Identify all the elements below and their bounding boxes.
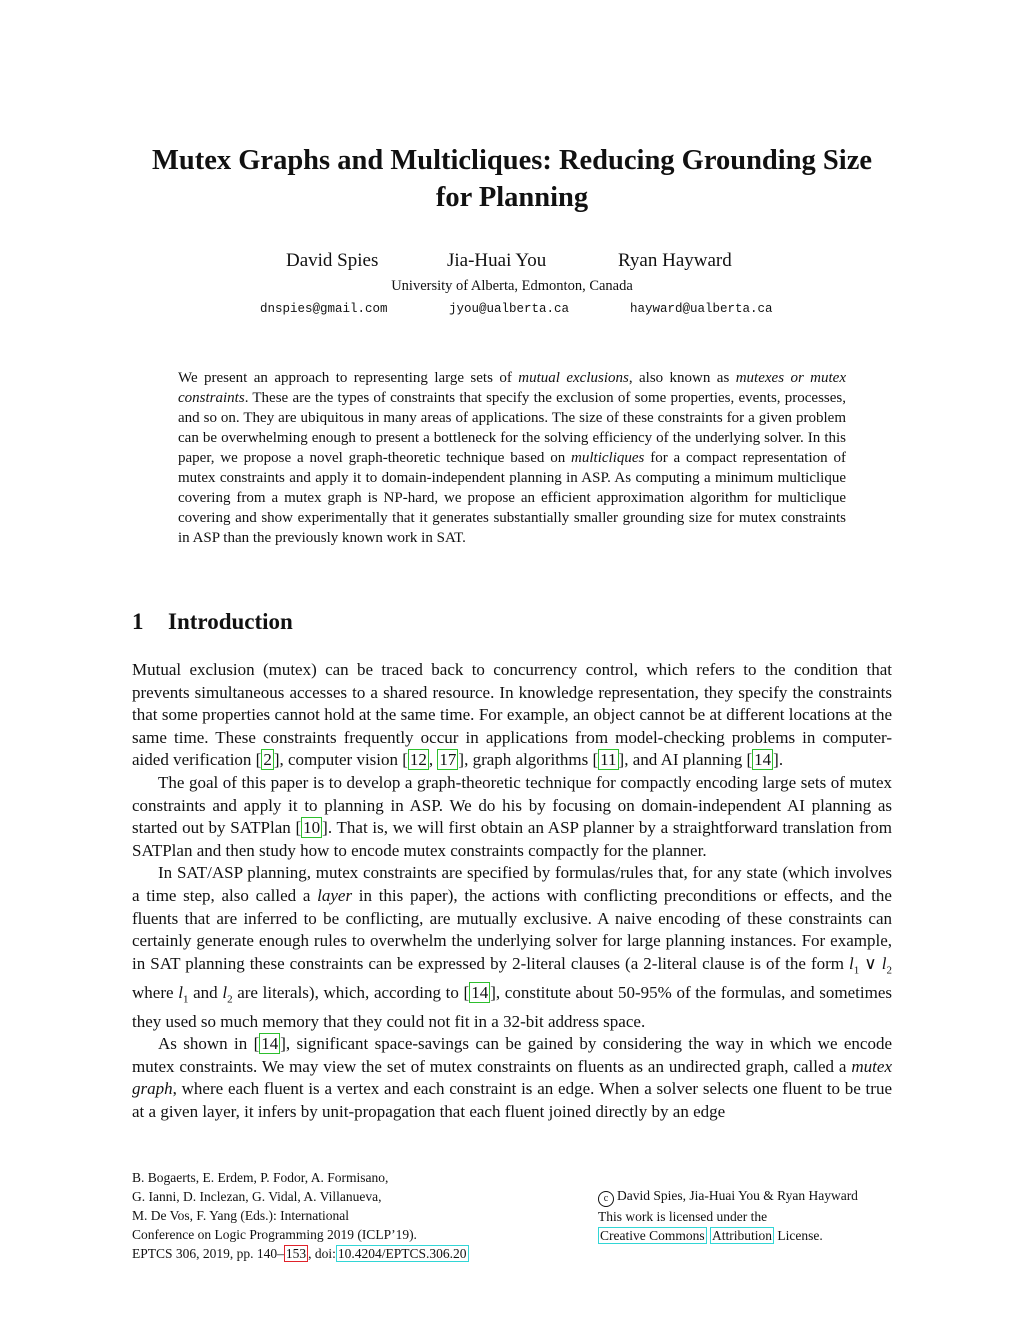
last-page-link[interactable]: 153 — [285, 1246, 307, 1261]
body-text: are literals), which, according to [ — [232, 982, 470, 1002]
editors-line: G. Ianni, D. Inclezan, G. Vidal, A. Villanueva, — [132, 1189, 382, 1204]
attribution-link[interactable]: Attribution — [712, 1228, 772, 1243]
eptcs-text: EPTCS 306, 2019, pp. 140– — [132, 1246, 284, 1261]
body-text: Mutual exclusion (mutex) can be traced back to concurrency control, which refers to the condition that prevents simultaneous accesses to a shared resource. In knowledge representation, they specify the constraints that some properties cannot hold at the same time. For example, an object cannot be at different locations at the same time. These constraints frequently occur in applications from model-checking problems in computer-aided verification [ — [132, 660, 892, 770]
citation-link[interactable]: 17 — [439, 750, 457, 770]
body-text: ]. — [773, 750, 784, 770]
body-paragraph — [132, 659, 892, 772]
body-text: ], graph algorithms [ — [458, 750, 599, 770]
copyright-footer — [598, 1186, 918, 1245]
section-number: 1 — [132, 609, 144, 634]
math-subscript: 1 — [182, 993, 189, 1006]
body-emphasis: layer — [317, 885, 353, 905]
creative-commons-link[interactable]: Creative Commons — [600, 1228, 705, 1243]
abstract-text: . These are the types of constraints that specify the exclusion of some properties, events, processes, and so on. They are ubiquitous in many areas of applications. The size of these constraints for a given problem can be overwhelming enough to present a bottleneck for the solving efficiency of the underlying solver. In this paper, we propose a novel graph-theoretic technique based on — [178, 390, 846, 466]
affiliation: University of Alberta, Edmonton, Canada — [391, 278, 633, 294]
body-paragraph — [132, 862, 892, 1033]
author-list — [0, 250, 1024, 276]
math-subscript: 2 — [886, 964, 892, 977]
abstract-emphasis: mutual exclusions — [518, 370, 629, 386]
math-literal: l — [178, 982, 183, 1002]
body-text: ], computer vision [ — [273, 750, 408, 770]
abstract-text: , also known as — [628, 370, 736, 386]
author-email: hayward@ualberta.ca — [630, 302, 773, 316]
introduction-body — [132, 659, 892, 1124]
license-link-line — [598, 1226, 918, 1245]
editors-line: Conference on Logic Programming 2019 (ICLP’19). — [132, 1227, 417, 1242]
body-paragraph — [132, 1033, 892, 1123]
body-text: ]. That is, we will first obtain an ASP planner by a straightforward translation from SATPlan and then study how to encode mutex constraints compactly for the planner. — [132, 818, 892, 860]
eptcs-line — [132, 1244, 552, 1263]
abstract-paragraph — [178, 368, 846, 548]
eptcs-text: , doi: — [308, 1246, 336, 1261]
citation-link[interactable]: 14 — [261, 1034, 279, 1054]
copyright-line — [598, 1186, 918, 1207]
math-operator: ∨ — [859, 953, 882, 973]
license-line: This work is licensed under the — [598, 1209, 768, 1224]
section-heading-introduction — [132, 609, 293, 635]
abstract — [178, 368, 846, 548]
doi-link[interactable]: 10.4204/EPTCS.306.20 — [337, 1246, 467, 1261]
author-email: jyou@ualberta.ca — [449, 302, 570, 316]
body-text: The goal of this paper is to develop a graph-theoretic technique for compactly encoding large sets of mutex constraints and apply it to planning in ASP. We do his by focusing on domain-independent AI planning as started out by SATPlan [ — [132, 772, 892, 838]
section-title: Introduction — [168, 609, 293, 634]
body-text: In SAT/ASP planning, mutex constraints are specified by formulas/rules that, for any state (which involves a time step, also called a — [132, 863, 892, 905]
body-emphasis: mutex graph — [132, 1056, 892, 1099]
paper-title — [100, 142, 924, 216]
citation-link[interactable]: 10 — [303, 818, 321, 838]
body-text: where — [132, 982, 179, 1002]
body-text: ], significant space-savings can be gained by considering the way in which we encode mutex constraints. We may view the set of mutex constraints on fluents as an undirected graph, called a — [132, 1034, 892, 1076]
abstract-text: We present an approach to representing large sets of — [178, 370, 519, 386]
publication-footer — [132, 1168, 552, 1263]
paper-title-line-1: Mutex Graphs and Multicliques: Reducing Grounding Size — [152, 145, 872, 176]
body-text: , where each fluent is a vertex and each constraint is an edge. When a solver selects one fluent to be true at a given layer, it infers by unit-propagation that each fluent joined directly by an edge — [132, 1079, 892, 1122]
editors-line: M. De Vos, F. Yang (Eds.): International — [132, 1208, 350, 1223]
author-name: Ryan Hayward — [618, 250, 732, 271]
math-literal: l — [222, 982, 228, 1002]
body-text: in this paper), the actions with conflicting preconditions or effects, and the fluents that are inferred to be conflicting, are mutually exclusive. A naive encoding of these constraints can certainly generate enough rules to overwhelm the underlying solver for large planning instances. For example, in SAT planning these constraints can be expressed by 2-literal clauses (a 2-literal clause is of the form — [132, 885, 892, 973]
body-text: As shown in [ — [158, 1034, 260, 1054]
author-email: dnspies@gmail.com — [260, 302, 388, 316]
math-subscript: 2 — [227, 993, 233, 1006]
body-text: and — [188, 982, 223, 1002]
author-name: David Spies — [286, 250, 379, 271]
abstract-text: for a compact representation of mutex constraints and apply it to domain-independent planning in ASP. As computing a minimum multiclique covering from a mutex graph is NP-hard, we propose an efficient approximation algorithm for multiclique covering and show experimentally that it generates substantially smaller grounding size for mutex constraints in ASP than the previously known work in SAT. — [178, 450, 846, 546]
body-text: ], constitute about 50-95% of the formulas, and sometimes they used so much memory that they could not fit in a 32-bit address space. — [132, 982, 893, 1031]
citation-link[interactable]: 12 — [409, 750, 427, 770]
abstract-emphasis: multicliques — [571, 450, 645, 466]
body-text: ], and AI planning [ — [618, 750, 753, 770]
abstract-emphasis: mutexes or mutex constraints — [178, 370, 847, 406]
email-list — [0, 302, 1024, 322]
math-subscript: 1 — [853, 964, 860, 977]
citation-link[interactable]: 11 — [600, 750, 617, 770]
author-name: Jia-Huai You — [447, 250, 547, 271]
editors-line: B. Bogaerts, E. Erdem, P. Fodor, A. Formisano, — [132, 1170, 389, 1185]
body-text: , — [428, 750, 438, 770]
copyright-holders: David Spies, Jia-Huai You & Ryan Hayward — [617, 1188, 858, 1203]
citation-link[interactable]: 14 — [471, 982, 489, 1002]
license-text: License. — [774, 1228, 823, 1243]
copyright-icon: c — [598, 1191, 614, 1207]
citation-link[interactable]: 2 — [263, 750, 272, 770]
body-paragraph — [132, 772, 892, 862]
citation-link[interactable]: 14 — [754, 750, 772, 770]
paper-title-line-2: for Planning — [435, 182, 589, 213]
math-literal: l — [849, 953, 854, 973]
math-literal: l — [881, 953, 887, 973]
